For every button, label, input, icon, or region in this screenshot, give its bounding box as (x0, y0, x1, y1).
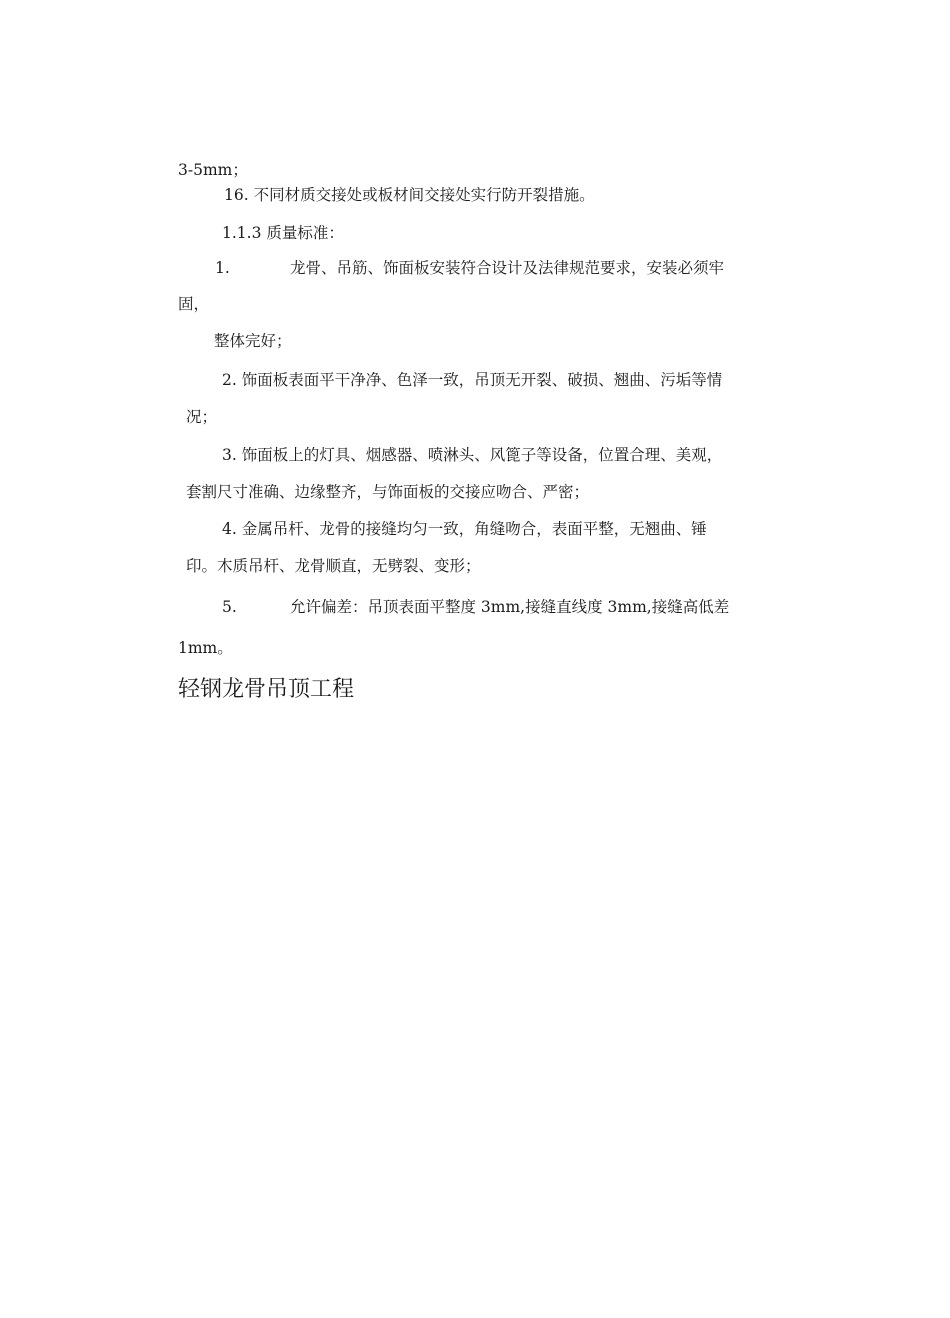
quality-item-5-text: 允许偏差：吊顶表面平整度 3mm,接缝直线度 3mm,接缝高低差 (290, 598, 730, 616)
section-title: 轻钢龙骨吊顶工程 (178, 677, 355, 702)
quality-item-1-continuation-2: 整体完好； (214, 332, 292, 350)
quality-item-1-number: 1. (215, 259, 230, 277)
item-16: 16. 不同材质交接处或板材间交接处实行防开裂措施。 (224, 186, 595, 204)
section-heading-quality-standard: 1.1.3 质量标准： (222, 224, 344, 242)
quality-item-5-number: 5. (222, 598, 237, 616)
quality-item-2-line-1: 2. 饰面板表面平干净净、色泽一致，吊顶无开裂、破损、翘曲、污垢等情 (222, 371, 723, 389)
quality-item-1-text: 龙骨、吊筋、饰面板安装符合设计及法律规范要求，安装必须牢 (290, 259, 725, 277)
quality-item-4-line-2: 印。木质吊杆、龙骨顺直，无劈裂、变形； (186, 557, 481, 575)
quality-item-3-line-2: 套割尺寸准确、边缘整齐，与饰面板的交接应吻合、严密； (186, 483, 590, 501)
text-line-tail: 3-5mm； (178, 161, 248, 179)
quality-item-4-line-1: 4. 金属吊杆、龙骨的接缝均匀一致，角缝吻合，表面平整，无翘曲、锤 (222, 520, 707, 538)
quality-item-5-continuation: 1mm。 (178, 639, 233, 657)
quality-item-2-line-2: 况； (186, 408, 218, 426)
quality-item-3-line-1: 3. 饰面板上的灯具、烟感器、喷淋头、风篦子等设备，位置合理、美观， (222, 446, 723, 464)
quality-item-1-continuation: 固， (178, 295, 210, 313)
